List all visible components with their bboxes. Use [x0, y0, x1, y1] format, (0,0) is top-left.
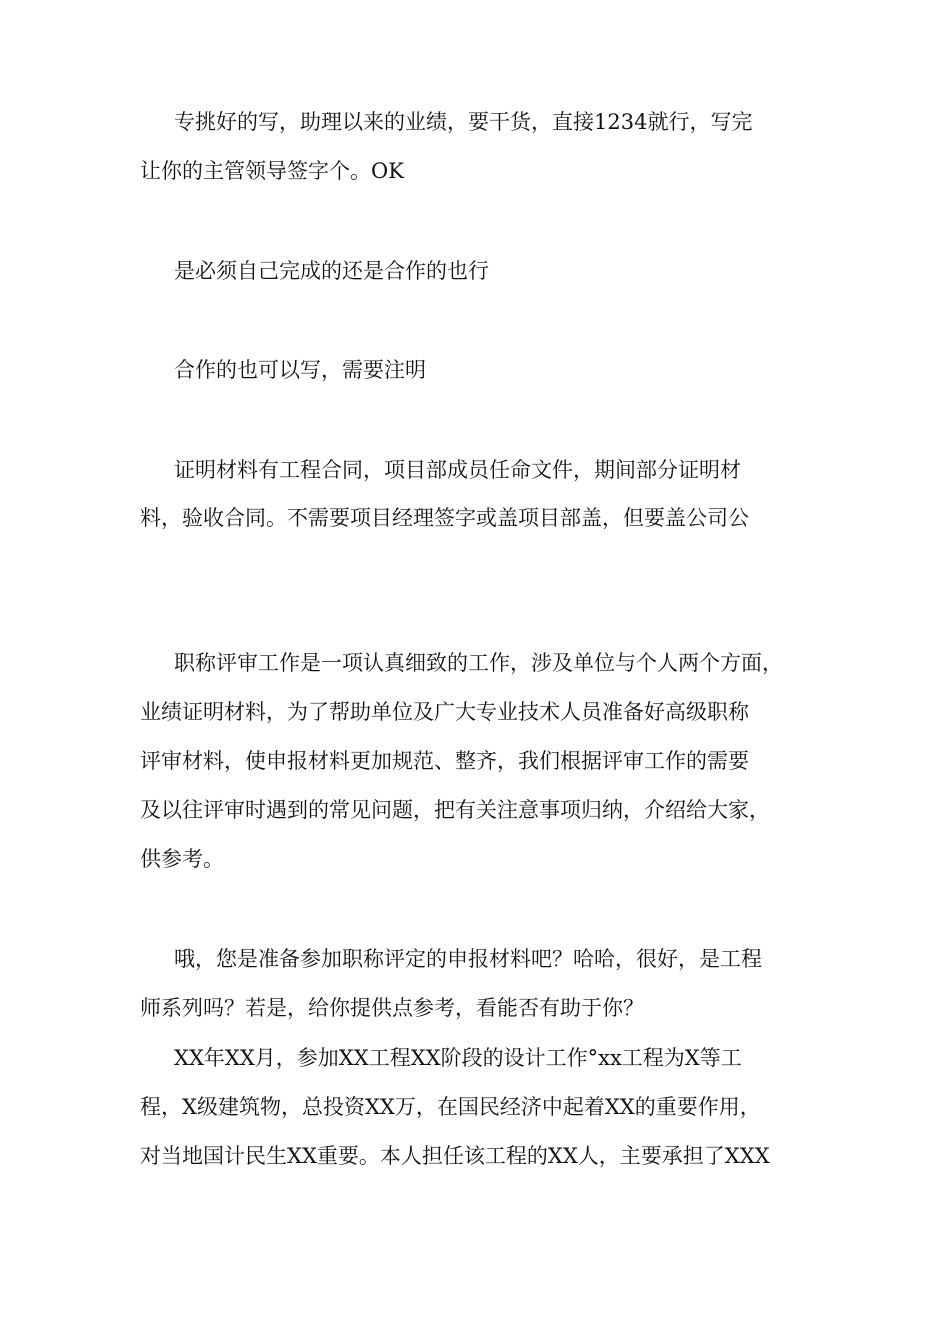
paragraph-line: 专挑好的写，助理以来的业绩，要干货，直接1234就行，写完 — [174, 110, 753, 134]
paragraph-line: 职称评审工作是一项认真细致的工作，涉及单位与个人两个方面， — [174, 651, 783, 675]
paragraph-line: 让你的主管领导签字个。OK — [140, 159, 404, 183]
paragraph-line: 及以往评审时遇到的常见问题，把有关注意事项归纳，介绍给大家， — [140, 798, 770, 822]
paragraph-line: 合作的也可以写，需要注明 — [174, 358, 426, 382]
paragraph-line: 程，X级建筑物，总投资XX万，在国民经济中起着XX的重要作用， — [140, 1095, 761, 1119]
paragraph-line: 业绩证明材料，为了帮助单位及广大专业技术人员准备好高级职称 — [140, 700, 749, 724]
paragraph-line: 对当地国计民生XX重要。本人担任该工程的XX人，主要承担了XXX — [140, 1144, 770, 1168]
paragraph-line: 评审材料，使申报材料更加规范、整齐，我们根据评审工作的需要 — [140, 749, 749, 773]
paragraph-line: 证明材料有工程合同，项目部成员任命文件，期间部分证明材 — [174, 458, 741, 482]
paragraph-line: 哦，您是准备参加职称评定的申报材料吧？哈哈，很好，是工程 — [174, 947, 762, 971]
paragraph-line: XX年XX月，参加XX工程XX阶段的设计工作°xx工程为X等工 — [174, 1046, 742, 1070]
paragraph-line: 供参考。 — [140, 847, 224, 871]
paragraph-line: 是必须自己完成的还是合作的也行 — [174, 259, 489, 283]
paragraph-line: 师系列吗？若是，给你提供点参考，看能否有助于你？ — [140, 996, 644, 1020]
paragraph-line: 料，验收合同。不需要项目经理签字或盖项目部盖，但要盖公司公 — [140, 506, 749, 530]
